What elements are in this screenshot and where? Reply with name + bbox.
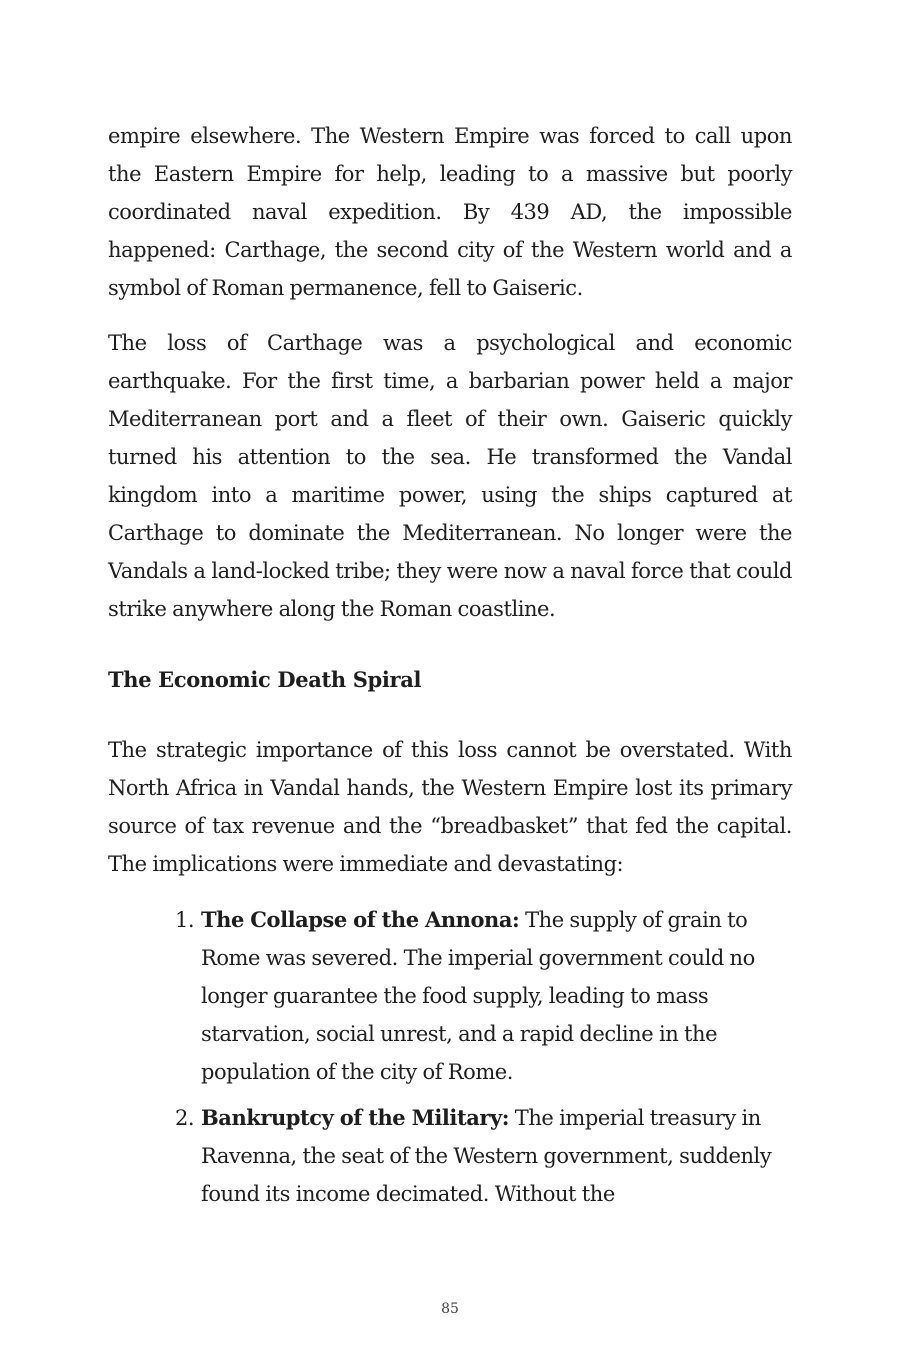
body-paragraph: The loss of Carthage was a psychological and economic earthquake. For the first time, a barbarian power held a major Mediterranean port and a fleet of their own. Gaiseric quickly turned his attention to the sea. He transformed the Vandal kingdom into a maritime power, using the ships captured at Carthage to dominate the Mediterranean. No longer were the Vandals a land-locked tribe; they were now a naval force that could strike anywhere along the Roman coastline. <box>108 331 792 621</box>
list-item <box>175 901 785 1091</box>
list-item-label: The Collapse of the Annona: <box>201 907 520 932</box>
list-item-label: Bankruptcy of the Military: <box>201 1105 510 1130</box>
body-paragraph: empire elsewhere. The Western Empire was forced to call upon the Eastern Empire for help, leading to a massive but poorly coordinated naval expedition. By 439 AD, the impossible happened: Carthage, the second city of the Western world and a symbol of Roman permanence, fell to Gaiseric. <box>108 124 792 300</box>
list-item <box>175 1099 785 1213</box>
page-number: 85 <box>441 1301 459 1317</box>
section-heading: The Economic Death Spiral <box>108 667 422 692</box>
section-intro-paragraph: The strategic importance of this loss cannot be overstated. With North Africa in Vandal hands, the Western Empire lost its primary source of tax revenue and the “breadbasket” that fed the capital. The implications were immediate and devastating: <box>108 738 792 876</box>
implications-list <box>108 901 785 1213</box>
list-item-number: 2. <box>175 1106 195 1130</box>
page-content <box>108 117 792 1213</box>
list-item-number: 1. <box>175 908 195 932</box>
list-item-text: The supply of grain to Rome was severed. The imperial government could no longer guarantee the food supply, leading to mass starvation, social unrest, and a rapid decline in the population of the city of Rome. <box>201 908 755 1084</box>
list-item-text: The imperial treasury in Ravenna, the seat of the Western government, suddenly found its income decimated. Without the <box>201 1106 772 1206</box>
